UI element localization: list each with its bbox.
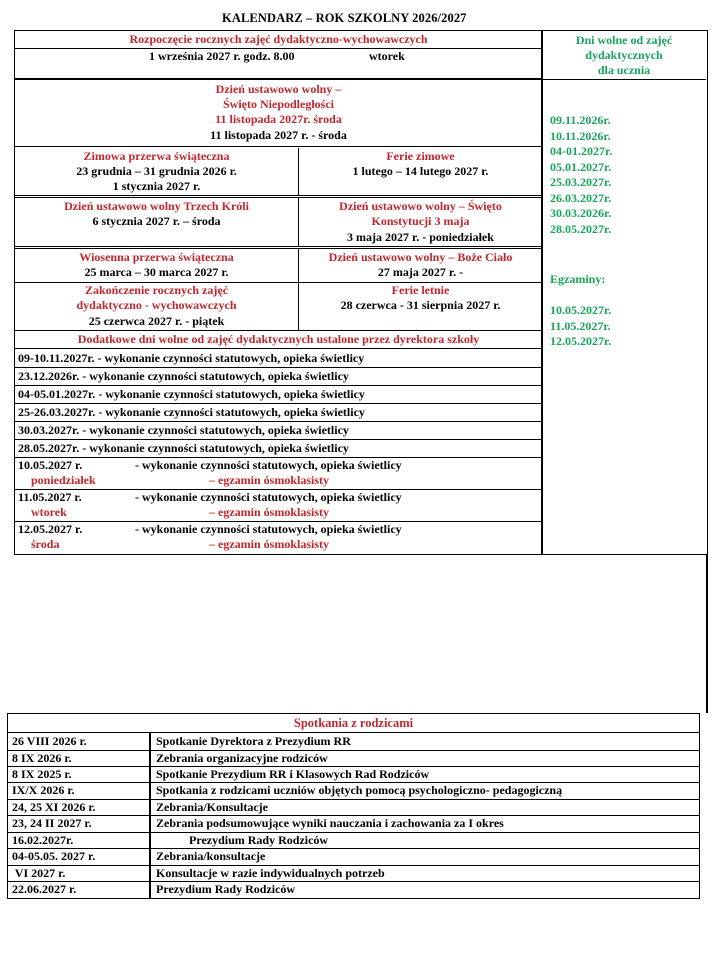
extra-row	[15, 422, 542, 440]
extra-heading: Dodatkowe dni wolne od zajęć dydaktycznych ustalone przez dyrektora szkoły	[77, 332, 480, 346]
right-date: 30.03.2026r.	[550, 206, 612, 220]
three-kings-block	[15, 197, 299, 247]
extra-row	[15, 349, 542, 368]
exam-row-day: wtorek	[31, 505, 67, 519]
meeting-date: 24, 25 XI 2026 r.	[12, 800, 96, 814]
independence-line4: 11 listopada 2027 r. - środa	[210, 128, 347, 142]
right-heading1: Dni wolne od zajęć	[575, 33, 673, 47]
meeting-row	[8, 816, 699, 833]
right-heading3: dla ucznia	[597, 63, 651, 77]
independence-block	[15, 79, 542, 147]
right-heading2: dydaktycznych	[585, 48, 663, 62]
constitution-block	[299, 197, 542, 247]
meeting-event: Spotkanie Prezydium RR i Klasowych Rad Rodziców	[156, 767, 430, 781]
spring-break-heading: Wiosenna przerwa świąteczna	[79, 250, 234, 264]
extra-row-text: - wykonanie czynności statutowych, opieka świetlicy	[95, 387, 365, 401]
ferie-zimowe-heading: Ferie zimowe	[386, 149, 455, 163]
meeting-row	[8, 833, 699, 849]
meeting-event: Zebrania organizacyjne rodziców	[156, 751, 328, 765]
right-date: 26.03.2027r.	[550, 190, 612, 205]
spring-break-line1: 25 marca – 30 marca 2027 r.	[84, 265, 229, 279]
extra-row	[15, 404, 542, 422]
meeting-row	[8, 866, 699, 882]
end-line3: 25 czerwca 2027 r. - piątek	[88, 314, 225, 328]
extra-row-text: - wykonanie czynności statutowych, opieka świetlicy	[79, 441, 349, 455]
right-date: 25.03.2027r.	[550, 175, 612, 189]
three-kings-heading: Dzień ustawowo wolny Trzech Króli	[64, 199, 249, 213]
meeting-date: 8 IX 2025 r.	[12, 767, 72, 781]
winter-break-heading: Zimowa przerwa świąteczna	[83, 149, 230, 163]
ferie-letnie-line1: 28 czerwca - 31 sierpnia 2027 r.	[340, 298, 501, 312]
meeting-row	[8, 800, 699, 816]
exam-row-text: - wykonanie czynności statutowych, opieka świetlicy	[135, 522, 402, 536]
winter-break-block	[15, 148, 299, 196]
extra-row	[15, 386, 542, 404]
exam-row-date: 11.05.2027 r.	[18, 490, 82, 504]
independence-line3: 11 listopada 2027r. środa	[215, 112, 342, 126]
page-title: KALENDARZ – ROK SZKOLNY 2026/2027	[222, 11, 467, 25]
exam-date: 11.05.2027r.	[550, 318, 611, 333]
right-date: 04-01.2027r.	[550, 144, 613, 158]
exam-row-date: 12.05.2027 r.	[18, 522, 83, 536]
constitution-line3: 3 maja 2027 r. - poniedziałek	[347, 230, 494, 244]
meeting-row	[8, 751, 699, 767]
meeting-event: Konsultacje w razie indywidualnych potrzeb	[156, 866, 385, 880]
end-line1: Zakończenie rocznych zajęć	[84, 283, 229, 297]
meetings-heading: Spotkania z rodzicami	[293, 716, 414, 730]
extra-row-date: 09-10.11.2027r.	[18, 351, 95, 365]
extra-row-date: 30.03.2027r.	[18, 423, 80, 437]
meeting-row	[8, 882, 699, 898]
extra-row-text: - wykonanie czynności statutowych, opieka świetlicy	[94, 351, 365, 365]
meeting-date: 22.06.2027 r.	[12, 882, 77, 896]
ferie-zimowe-line1: 1 lutego – 14 lutego 2027 r.	[352, 164, 489, 178]
exam-row-exam: – egzamin ósmoklasisty	[209, 505, 329, 519]
corpus-christi-block	[299, 248, 542, 283]
exam-row	[15, 490, 542, 522]
start-day: wtorek	[369, 49, 405, 63]
winter-break-line1: 23 grudnia – 31 grudnia 2026 r.	[76, 164, 237, 178]
independence-line2: Święto Niepodległości	[223, 97, 334, 111]
meeting-date: 26 VIII 2026 r.	[12, 734, 87, 748]
exam-row-day: poniedziałek	[31, 473, 96, 487]
meeting-date: 8 IX 2026 r.	[12, 751, 72, 765]
exam-date: 10.05.2027r.	[550, 303, 612, 317]
exam-row	[15, 458, 542, 490]
exam-row	[15, 522, 542, 554]
meeting-row	[8, 849, 699, 866]
start-date: 1 września 2027 r. godz. 8.00	[149, 49, 295, 63]
meetings-table	[7, 713, 700, 899]
end-block	[15, 283, 299, 331]
meeting-date: 23, 24 II 2027 r.	[12, 816, 92, 830]
spring-break-block	[15, 248, 299, 283]
extra-row	[15, 368, 542, 386]
calendar-right-frame	[541, 30, 708, 555]
right-date: 09.11.2026r.	[550, 113, 611, 127]
extra-row-text: - wykonanie czynności statutowych, opieka świetlicy	[95, 405, 365, 419]
corpus-christi-heading: Dzień ustawowo wolny – Boże Ciało	[328, 250, 513, 264]
meeting-date: IX/X 2026 r.	[12, 783, 75, 797]
exam-row-text: - wykonanie czynności statutowych, opieka świetlicy	[135, 458, 402, 472]
right-date-list	[550, 113, 612, 237]
meeting-event: Zebrania/konsultacje	[156, 849, 266, 863]
constitution-line2: Konstytucji 3 maja	[371, 214, 470, 228]
meeting-row	[8, 733, 699, 751]
exam-date-list	[550, 303, 611, 350]
ferie-letnie-heading: Ferie letnie	[391, 283, 450, 297]
meeting-event: Prezydium Rady Rodziców	[156, 882, 296, 896]
right-date: 28.05.2027r.	[550, 221, 612, 236]
exam-date: 12.05.2027r.	[550, 334, 612, 348]
meeting-date: VI 2027 r.	[12, 866, 66, 880]
end-line2: dydaktyczno - wychowawczych	[76, 298, 237, 312]
exam-row-exam: – egzamin ósmoklasisty	[209, 537, 329, 551]
exams-label: Egzaminy:	[550, 272, 606, 286]
extra-row-text: - wykonanie czynności statutowych, opieka świetlicy	[79, 423, 349, 437]
right-date: 05.01.2027r.	[550, 159, 612, 174]
extra-row-text: - wykonanie czynności statutowych, opieka świetlicy	[79, 369, 349, 383]
meeting-event: Zebrania/Konsultacje	[156, 800, 269, 814]
start-heading: Rozpoczęcie rocznych zajęć dydaktyczno-wychowawczych	[129, 32, 428, 46]
extra-row	[15, 440, 542, 458]
exam-row-day: środa	[31, 537, 60, 551]
constitution-line1: Dzień ustawowo wolny – Święto	[339, 199, 502, 213]
meetings-heading-block	[8, 714, 699, 733]
extra-row-date: 28.05.2027r.	[18, 441, 80, 455]
independence-line1: Dzień ustawowo wolny –	[215, 82, 342, 96]
extra-row-date: 25-26.03.2027r.	[18, 405, 96, 419]
corpus-christi-line1: 27 maja 2027 r. -	[377, 265, 464, 279]
meeting-date: 04-05.05. 2027 r.	[12, 849, 96, 863]
winter-break-line2: 1 stycznia 2027 r.	[112, 179, 201, 193]
meeting-event: Spotkania z rodzicami uczniów objętych pomocą psychologiczno- pedagogiczną	[156, 783, 563, 797]
extra-row-date: 23.12.2026r.	[18, 369, 80, 383]
right-border-line	[706, 555, 708, 713]
meeting-event: Zebrania podsumowujące wyniki nauczania i zachowania za I okres	[156, 816, 504, 830]
exam-row-date: 10.05.2027 r.	[18, 458, 83, 472]
meeting-row	[8, 767, 699, 783]
ferie-letnie-block	[299, 283, 542, 331]
exam-row-text: - wykonanie czynności statutowych, opieka świetlicy	[135, 490, 402, 504]
meeting-date: 16.02.2027r.	[12, 833, 74, 847]
meeting-event: Prezydium Rady Rodziców	[156, 833, 329, 847]
meeting-row	[8, 783, 699, 800]
ferie-zimowe-block	[299, 148, 542, 196]
right-date: 10.11.2026r.	[550, 128, 611, 143]
extra-heading-block	[15, 331, 542, 349]
calendar-left-frame	[14, 30, 543, 555]
exam-row-exam: – egzamin ósmoklasisty	[209, 473, 329, 487]
start-block	[15, 31, 542, 79]
meeting-event: Spotkanie Dyrektora z Prezydium RR	[156, 734, 351, 748]
three-kings-line1: 6 stycznia 2027 r. – środa	[92, 214, 221, 228]
extra-row-date: 04-05.01.2027r.	[18, 387, 96, 401]
right-heading-block	[542, 31, 706, 80]
